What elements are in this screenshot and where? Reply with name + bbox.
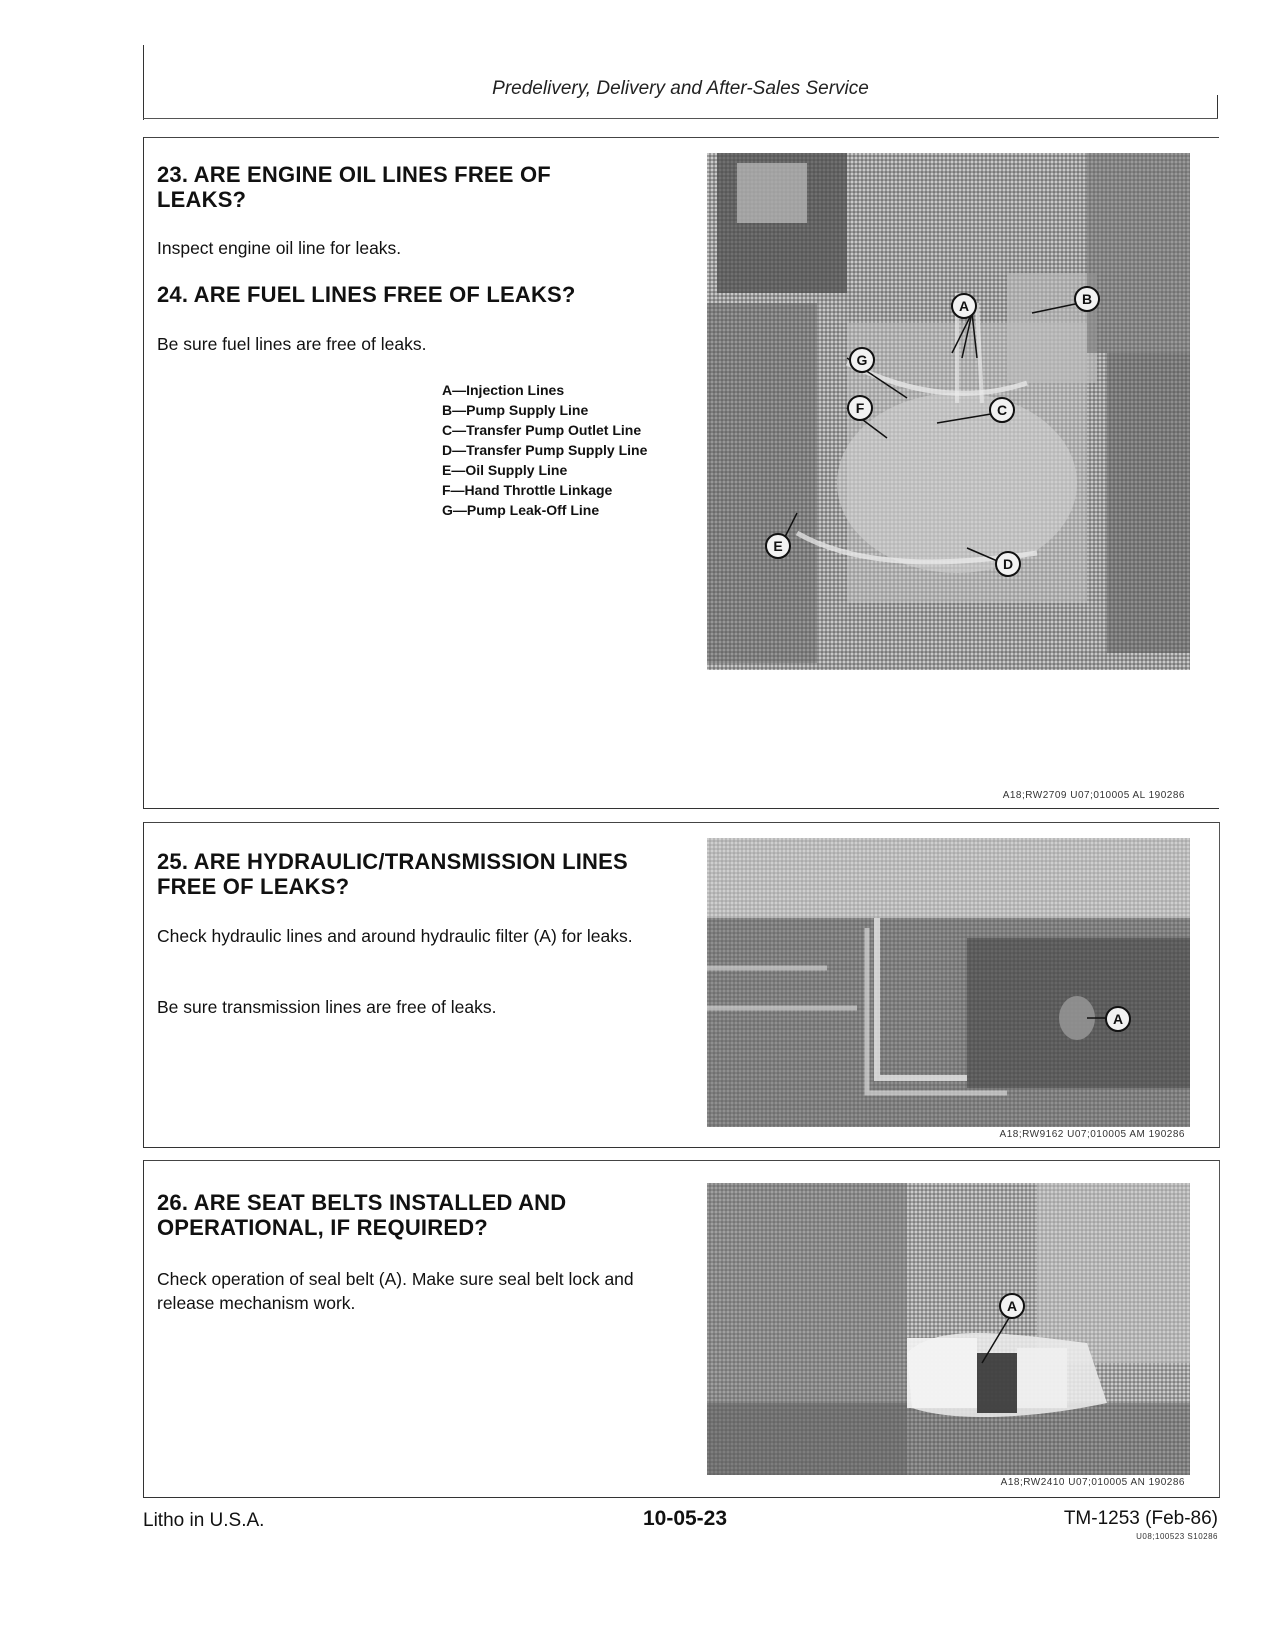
photo-2-caption: A18;RW9162 U07;010005 AM 190286 — [999, 1129, 1185, 1140]
legend-item-a: A—Injection Lines — [442, 382, 565, 398]
hydraulic-filter-photo — [707, 838, 1190, 1127]
legend-item-c: C—Transfer Pump Outlet Line — [442, 422, 642, 438]
callout-e: E — [765, 533, 791, 559]
callout-d: D — [995, 551, 1021, 577]
seat-belt-photo-illustration — [707, 1183, 1190, 1475]
item-26-text: Check operation of seal belt (A). Make sure seal belt lock and release mechanism work. — [157, 1269, 634, 1313]
callout-a: A — [1105, 1006, 1131, 1032]
legend-item-e: E—Oil Supply Line — [442, 462, 568, 478]
legend-item-g: G—Pump Leak-Off Line — [442, 502, 600, 518]
item-23-text: Inspect engine oil line for leaks. — [157, 238, 402, 258]
callout-g: G — [849, 347, 875, 373]
footer-code: U08;100523 S10286 — [1136, 1532, 1218, 1541]
page-number: 10-05-23 — [642, 1507, 728, 1530]
callout-b: B — [1074, 286, 1100, 312]
item-24-heading: 24. ARE FUEL LINES FREE OF LEAKS? — [157, 282, 576, 307]
hydraulic-photo-illustration — [707, 838, 1190, 1127]
callout-c: C — [989, 397, 1015, 423]
legend-item-b: B—Pump Supply Line — [442, 402, 589, 418]
engine-fuel-lines-photo — [707, 153, 1190, 670]
item-25-text-1: Check hydraulic lines and around hydraulic filter (A) for leaks. — [157, 926, 633, 946]
item-25-heading: 25. ARE HYDRAULIC/TRANSMISSION LINES FREE OF LEAKS? — [157, 849, 628, 899]
engine-photo-illustration — [707, 153, 1190, 670]
legend-item-d: D—Transfer Pump Supply Line — [442, 442, 648, 458]
item-23-heading: 23. ARE ENGINE OIL LINES FREE OF LEAKS? — [157, 162, 551, 212]
seat-belt-photo — [707, 1183, 1190, 1475]
footer-manual-id: TM-1253 (Feb-86) — [1063, 1508, 1218, 1529]
item-25-text-2: Be sure transmission lines are free of leaks. — [157, 997, 497, 1017]
parts-legend — [442, 380, 702, 520]
footer-litho: Litho in U.S.A. — [143, 1510, 265, 1531]
photo-3-caption: A18;RW2410 U07;010005 AN 190286 — [1000, 1477, 1185, 1488]
photo-1-caption: A18;RW2709 U07;010005 AL 190286 — [1002, 790, 1185, 801]
legend-item-f: F—Hand Throttle Linkage — [442, 482, 613, 498]
callout-a: A — [951, 293, 977, 319]
page-header-title: Predelivery, Delivery and After-Sales Service — [492, 78, 869, 99]
item-24-text: Be sure fuel lines are free of leaks. — [157, 334, 427, 354]
callout-a: A — [999, 1293, 1025, 1319]
item-26-heading: 26. ARE SEAT BELTS INSTALLED AND OPERATIONAL, IF REQUIRED? — [157, 1190, 567, 1240]
callout-f: F — [847, 395, 873, 421]
header-bottom-rule — [143, 118, 1218, 119]
